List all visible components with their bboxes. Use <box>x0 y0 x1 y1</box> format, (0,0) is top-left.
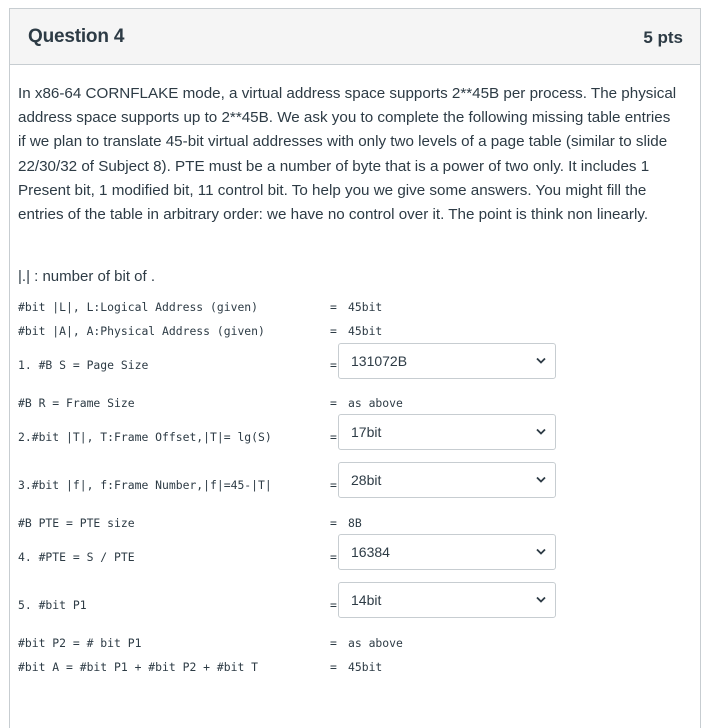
row-eq: = <box>330 516 337 530</box>
row-label-bit-p2: #bit P2 = # bit P1 <box>18 636 142 650</box>
page-size-select-value: 131072B <box>351 353 408 369</box>
row-label-logical: #bit |L|, L:Logical Address (given) <box>18 300 259 314</box>
row-value-frame-size: as above <box>348 396 403 410</box>
frame-offset-select[interactable] <box>338 414 556 450</box>
row-eq: = <box>330 324 337 338</box>
question-header <box>10 9 700 65</box>
row-value-bit-p2: as above <box>348 636 403 650</box>
row-label-frame-size: #B R = Frame Size <box>18 396 135 410</box>
page-size-select[interactable] <box>338 343 556 379</box>
chevron-down-icon <box>536 476 546 484</box>
question-body <box>18 82 680 227</box>
chevron-down-icon <box>536 548 546 556</box>
row-label-page-size: 1. #B S = Page Size <box>18 358 149 372</box>
row-eq: = <box>330 430 337 444</box>
frame-number-select-value: 28bit <box>351 472 382 488</box>
bit-p1-select[interactable] <box>338 582 556 618</box>
legend-text: |.| : number of bit of . <box>18 268 156 285</box>
row-label-pte-count: 4. #PTE = S / PTE <box>18 550 135 564</box>
row-eq: = <box>330 478 337 492</box>
row-label-bit-p1: 5. #bit P1 <box>18 598 87 612</box>
row-label-frame-offset: 2.#bit |T|, T:Frame Offset,|T|= lg(S) <box>18 430 272 444</box>
row-value-bit-sum: 45bit <box>348 660 383 674</box>
row-eq: = <box>330 598 337 612</box>
row-label-bit-sum: #bit A = #bit P1 + #bit P2 + #bit T <box>18 660 259 674</box>
row-value-logical: 45bit <box>348 300 383 314</box>
question-title: Question 4 <box>28 26 125 47</box>
row-value-pte-size: 8B <box>348 516 362 530</box>
pte-count-select[interactable] <box>338 534 556 570</box>
row-label-pte-size: #B PTE = PTE size <box>18 516 135 530</box>
row-eq: = <box>330 396 337 410</box>
row-label-physical: #bit |A|, A:Physical Address (given) <box>18 324 265 338</box>
row-eq: = <box>330 636 337 650</box>
row-eq: = <box>330 300 337 314</box>
row-eq: = <box>330 550 337 564</box>
question-text: In x86-64 CORNFLAKE mode, a virtual address space supports 2**45B per process. The physical address space supports up to 2**45B. We ask you to complete the following missing table entries if we plan to translate 45-bit virtual addresses with only two levels of a page table (similar to slide 22/30/32 of Subject 8). PTE must be a number of byte that is a power of two only. It includes 1 Present bit, 1 modified bit, 11 control bit. To help you we give some answers. You might fill the entries of the table in arbitrary order: we have no control over it. The point is think non linearly. <box>18 85 677 224</box>
row-value-physical: 45bit <box>348 324 383 338</box>
row-label-frame-number: 3.#bit |f|, f:Frame Number,|f|=45-|T| <box>18 478 272 492</box>
frame-number-select[interactable] <box>338 462 556 498</box>
row-eq: = <box>330 660 337 674</box>
question-points: 5 pts <box>643 28 683 47</box>
bit-p1-select-value: 14bit <box>351 592 382 608</box>
frame-offset-select-value: 17bit <box>351 424 382 440</box>
pte-count-select-value: 16384 <box>351 544 390 560</box>
row-eq: = <box>330 358 337 372</box>
chevron-down-icon <box>536 428 546 436</box>
chevron-down-icon <box>536 357 546 365</box>
chevron-down-icon <box>536 596 546 604</box>
